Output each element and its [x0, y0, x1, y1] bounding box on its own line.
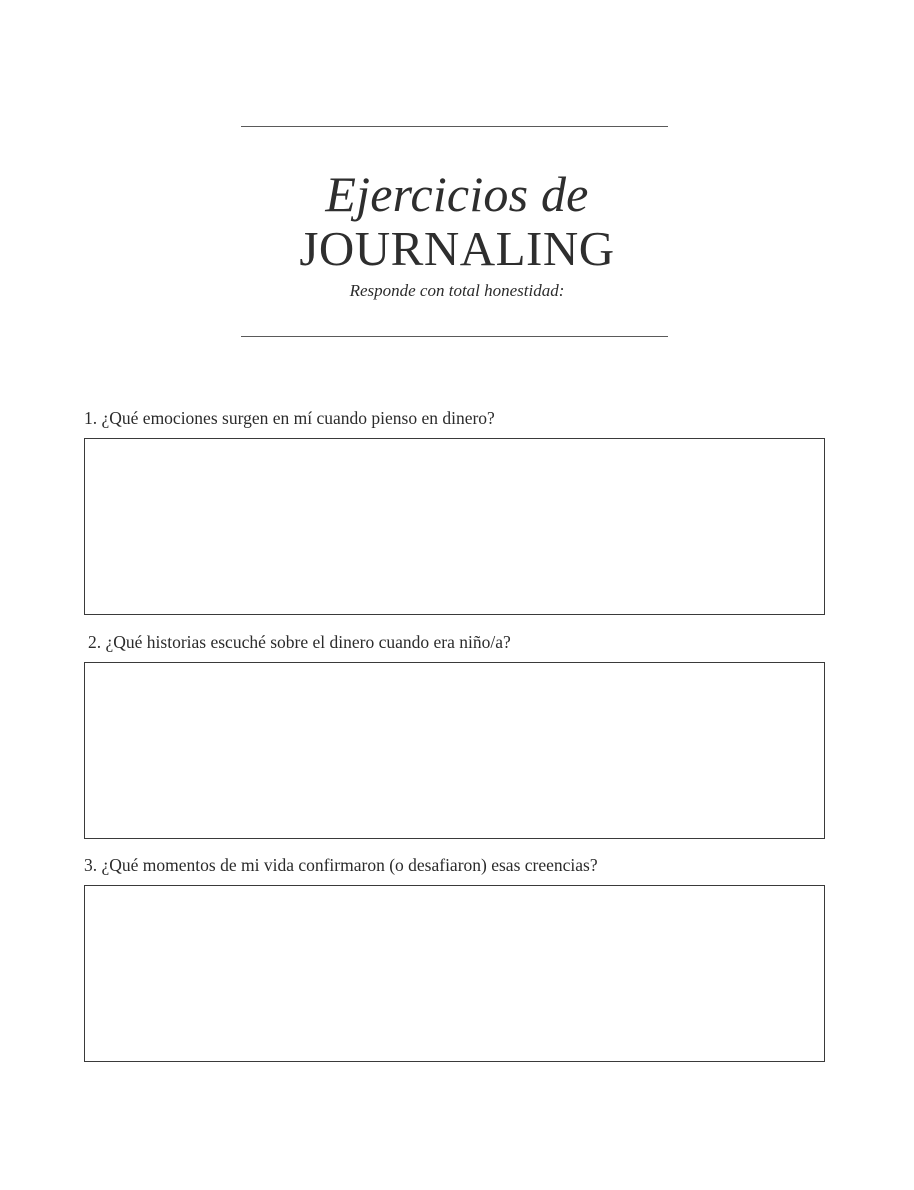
question-1-label: 1. ¿Qué emociones surgen en mí cuando pienso en dinero? [84, 408, 495, 428]
page-title-italic: Ejercicios de [325, 166, 589, 222]
question-3-answer-box[interactable] [84, 885, 825, 1062]
page-subtitle: Responde con total honestidad: [349, 281, 565, 300]
question-2-answer-box[interactable] [84, 662, 825, 839]
question-2-label: 2. ¿Qué historias escuché sobre el dinero cuando era niño/a? [88, 632, 511, 652]
header-top-divider [241, 126, 668, 127]
question-3-label: 3. ¿Qué momentos de mi vida confirmaron (o desafiaron) esas creencias? [84, 855, 598, 875]
header-bottom-divider [241, 336, 668, 337]
page-title: JOURNALING [299, 221, 615, 276]
question-1-answer-box[interactable] [84, 438, 825, 615]
